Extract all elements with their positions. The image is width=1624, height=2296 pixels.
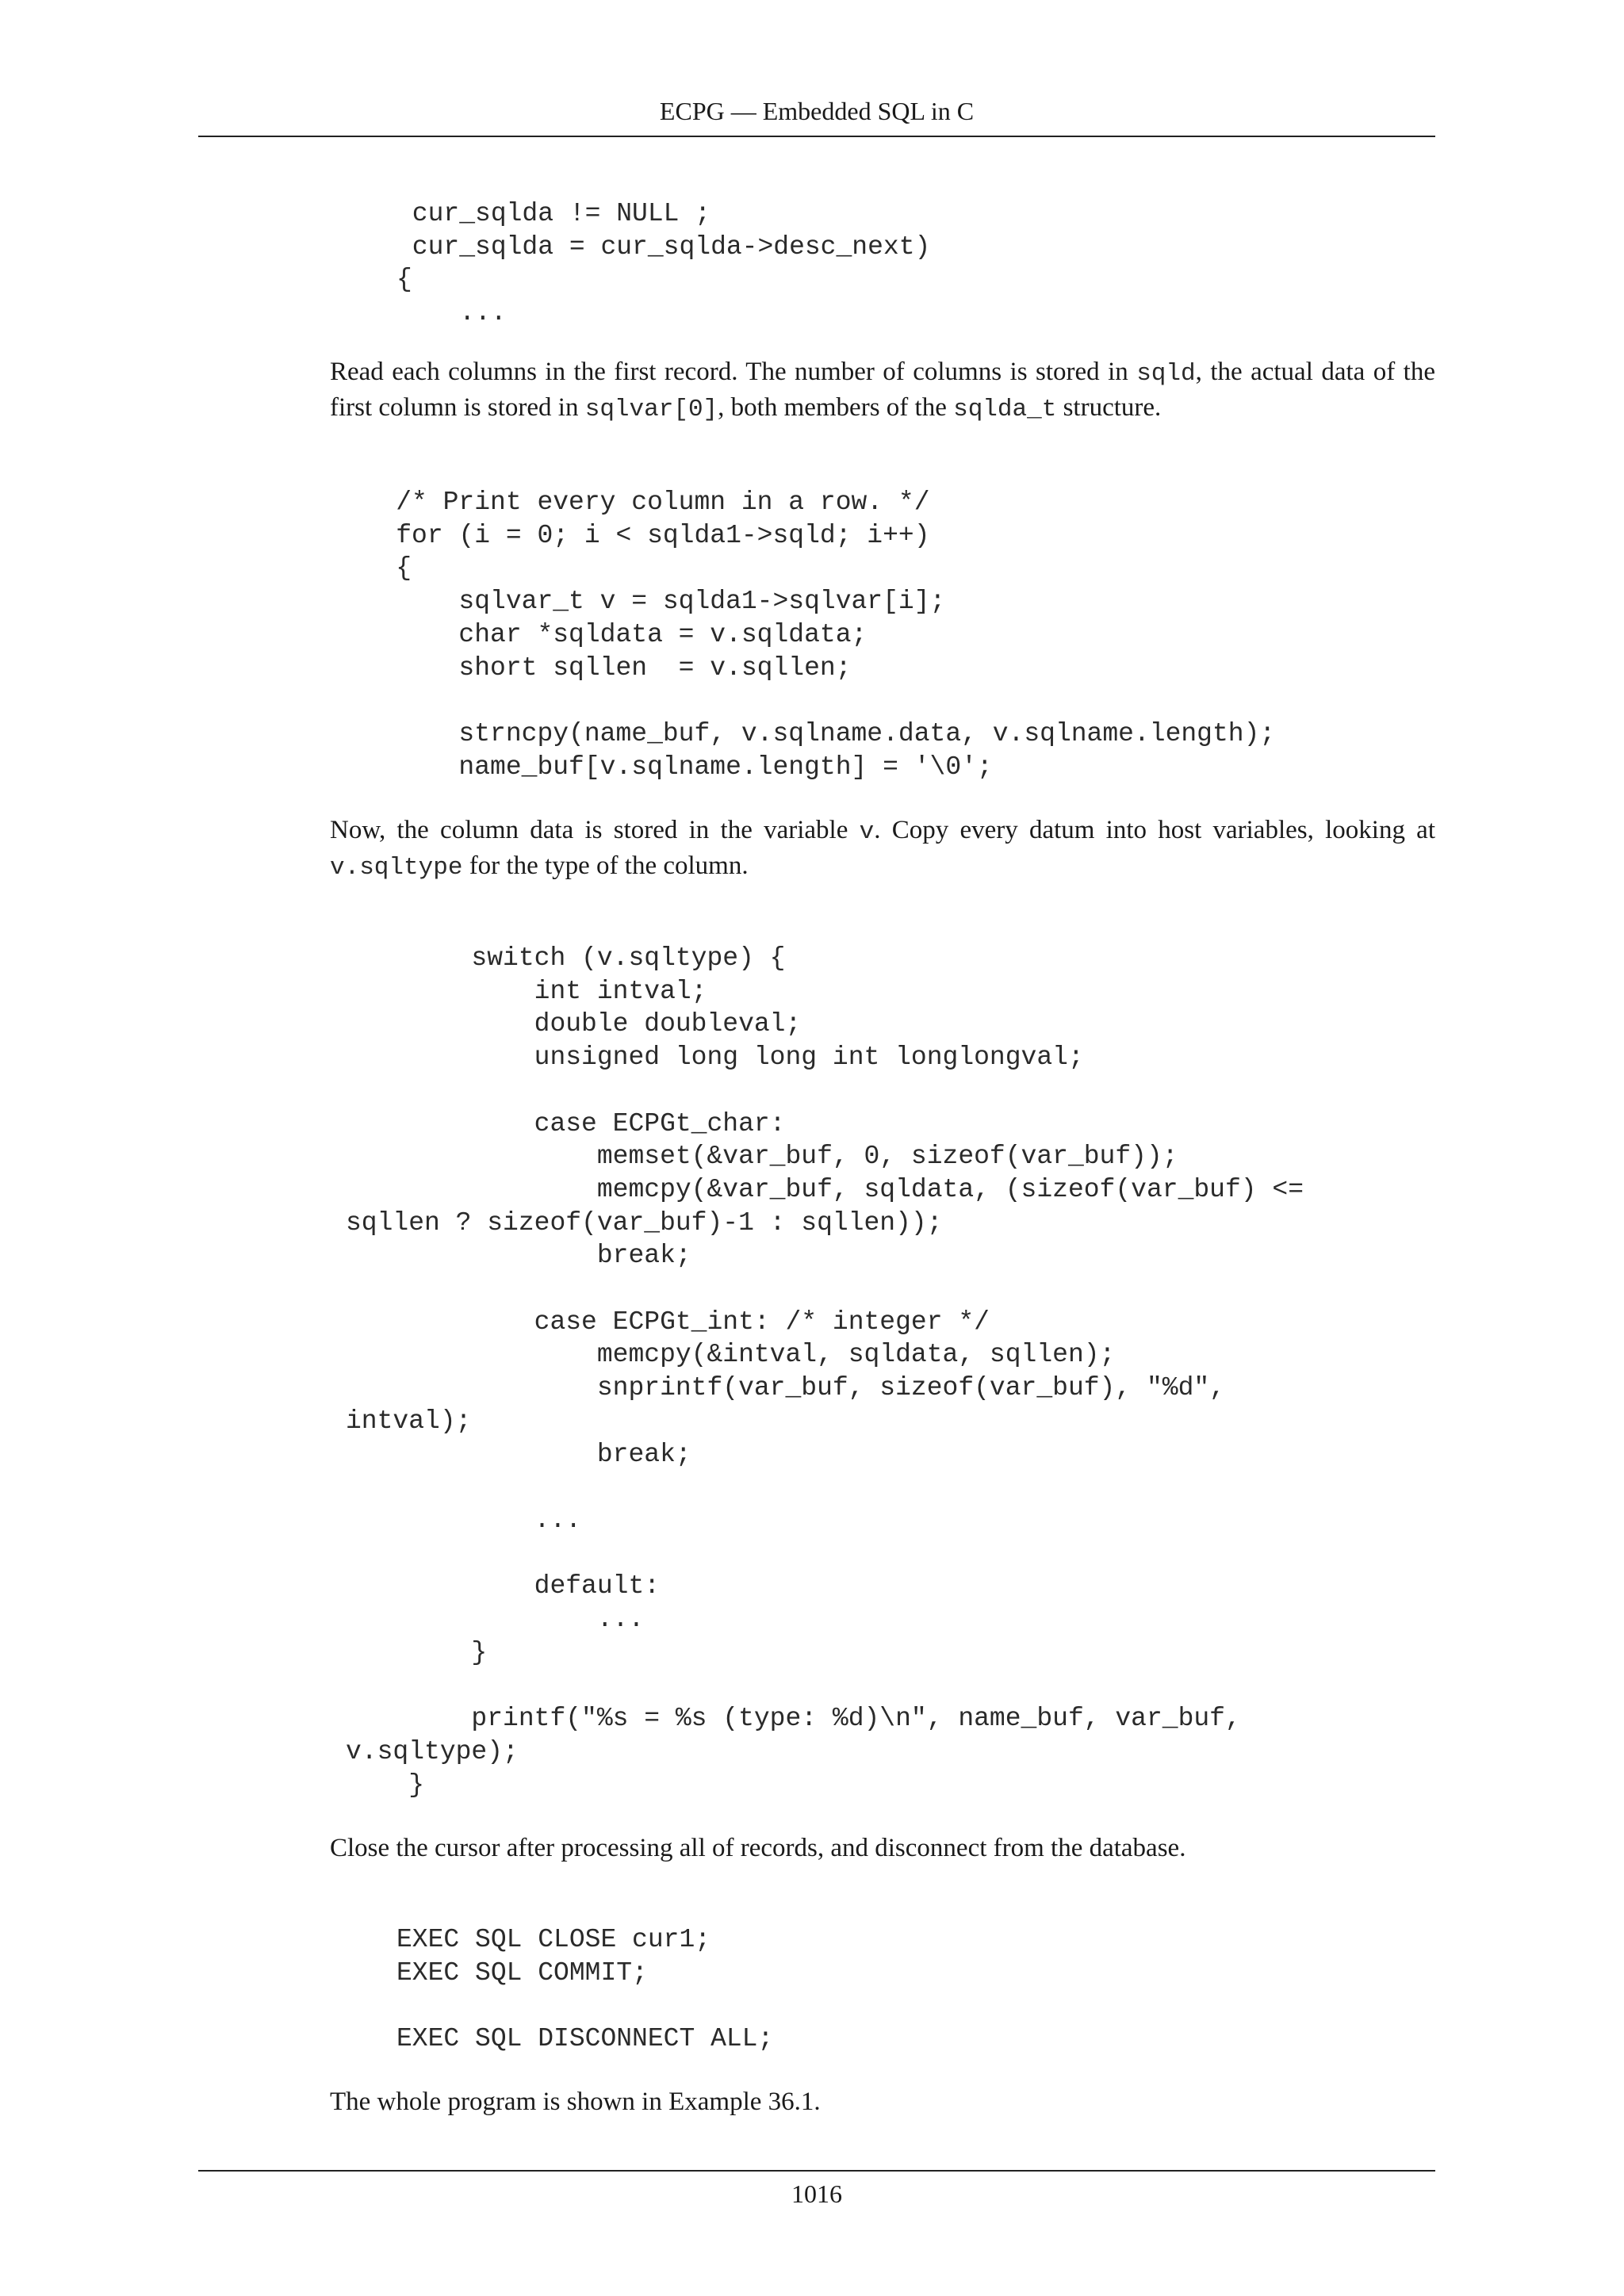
code-block-print-columns: /* Print every column in a row. */ for (i = 0; i < sqlda1->sqld; i++) { sqlvar_t v = sqlda1->sqlvar[i]; char *sqldata = v.sqldata; short sqllen = v.sqllen; strncpy(name_buf, v.sqlname.data, v.sqlname.length); name_buf[v.sqlname.length] = '\0'; — [396, 488, 1276, 782]
paragraph-whole-program: The whole program is shown in Example 36.1. — [330, 2087, 821, 2116]
running-header: ECPG — Embedded SQL in C — [659, 97, 975, 125]
code-block-disconnect: EXEC SQL CLOSE cur1; EXEC SQL COMMIT; EXEC SQL DISCONNECT ALL; — [396, 1925, 774, 2054]
code-block-switch: switch (v.sqltype) { int intval; double doubleval; unsigned long long int longlongval; case ECPGt_char: memset(&var_buf, 0, sizeof(var_buf)); memcpy(&var_buf, sqldata, (sizeof(var_buf) <= sqllen ? sizeof(var_buf)-1 : sqllen)); break; case ECPGt_int: /* integer */ memcpy(&intval, sqldata, sqllen); snprintf(var_buf, sizeof(var_buf), "%d", intval); break; ... default: ... } printf("%s = %s (type: %d)\n", name_buf, var_buf, v.sqltype); } — [346, 943, 1304, 1800]
code-block-loop-tail: cur_sqlda != NULL ; cur_sqlda = cur_sqlda->desc_next) { ... — [396, 199, 931, 328]
code-sqld: sqld — [1136, 360, 1196, 388]
header-rule — [198, 136, 1435, 137]
code-sqlda-t: sqlda_t — [953, 396, 1057, 423]
code-v-sqltype: v.sqltype — [330, 854, 463, 882]
paragraph-close-cursor: Close the cursor after processing all of records, and disconnect from the database. — [330, 1834, 1186, 1862]
code-v: v — [859, 818, 875, 846]
page-number: 1016 — [791, 2179, 842, 2208]
paragraph-read-columns: Read each columns in the first record. The number of columns is stored in sqld, the actual data of the first column is stored in sqlvar[0], both members of the sqlda_t structure. — [330, 358, 1435, 423]
paragraph-column-data: Now, the column data is stored in the variable v. Copy every datum into host variables, looking at v.sqltype for the type of the column. — [330, 816, 1435, 882]
code-sqlvar-0: sqlvar[0] — [584, 396, 718, 423]
footer-rule — [198, 2170, 1435, 2172]
